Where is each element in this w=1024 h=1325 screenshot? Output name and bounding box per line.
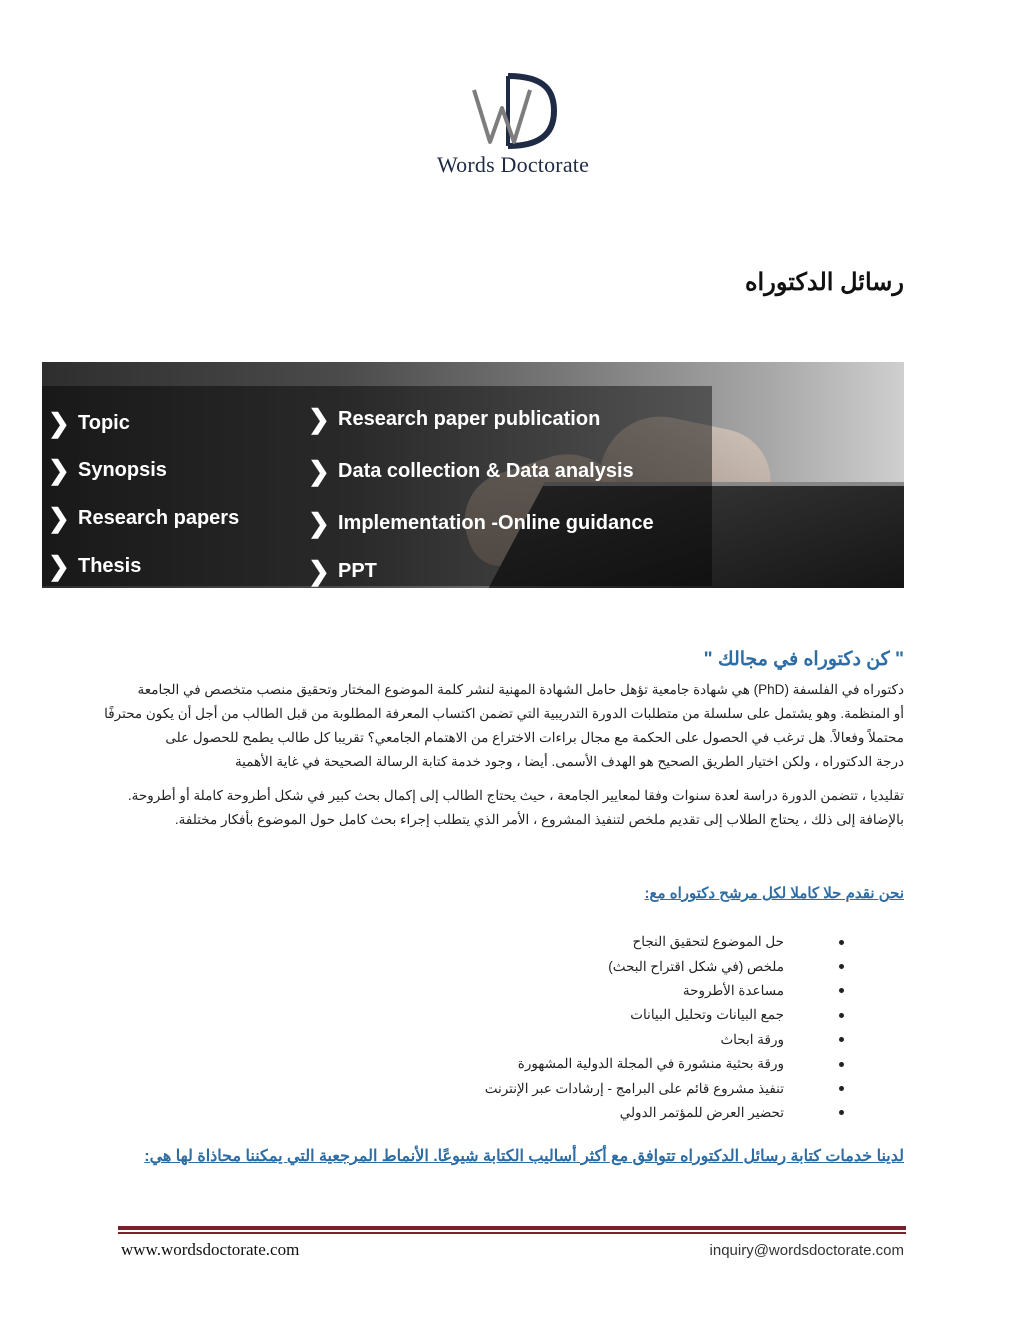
bullet-icon <box>839 940 844 945</box>
bullet-icon <box>839 1086 844 1091</box>
chevron-right-icon: ❯ <box>308 556 330 586</box>
banner-item-publication <box>308 404 600 435</box>
banner-item-topic <box>48 408 130 439</box>
banner-item-thesis <box>48 551 141 582</box>
paragraph-line: محتملاً وفعالاً. هل ترغب في الحصول على الحكمة مع مجال براءات الاختراع من الاهتمام الجامعي؟ تقريبا كل طالب يطمح للحصول على <box>165 730 904 745</box>
footer-divider <box>118 1232 906 1234</box>
bullet-icon <box>839 964 844 969</box>
section-heading: نحن نقدم حلا كاملا لكل مرشح دكتوراه مع: <box>644 885 904 902</box>
paragraph-line: درجة الدكتوراه ، ولكن اختيار الطريق الصحيح هو الهدف الأسمى. أيضا ، وجود خدمة كتابة الرسالة الصحيحة في غاية الأهمية <box>234 754 904 769</box>
list-item-label: تحضير العرض للمؤتمر الدولي <box>619 1104 784 1120</box>
intro-paragraph <box>104 678 904 774</box>
banner-item-data-analysis <box>308 456 634 487</box>
banner-item-ppt <box>308 556 377 587</box>
chevron-right-icon: ❯ <box>48 551 70 581</box>
list-item-label: حل الموضوع لتحقيق النجاح <box>632 934 784 950</box>
list-item <box>485 954 844 978</box>
footer-email-link[interactable]: inquiry@wordsdoctorate.com <box>709 1242 904 1259</box>
brand-logo <box>432 72 594 180</box>
list-item-label: ملخص (في شكل اقتراح البحث) <box>608 958 784 974</box>
course-paragraph <box>124 784 904 832</box>
list-item <box>485 930 844 954</box>
banner-item-label: Implementation -Online guidance <box>338 512 654 534</box>
list-item <box>485 1076 844 1100</box>
chevron-right-icon: ❯ <box>48 455 70 485</box>
list-item <box>485 1101 844 1125</box>
list-item <box>485 1052 844 1076</box>
paragraph-line: دكتوراه في الفلسفة (PhD) هي شهادة جامعية تؤهل حامل الشهادة المهنية لنشر كلمة الموضوع المختار وتحقيق منصب متخصص في الجامعة <box>137 682 904 697</box>
list-item-label: تنفيذ مشروع قائم على البرامج - إرشادات عبر الإنترنت <box>484 1080 784 1096</box>
reference-styles-heading: لدينا خدمات كتابة رسائل الدكتوراه تتوافق مع أكثر أساليب الكتابة شيوعًا. الأنماط المرجعية التي يمكننا محاذاة لها هي: <box>144 1148 904 1165</box>
paragraph-line: أو المنظمة. وهو يشتمل على سلسلة من متطلبات الدورة التدريبية التي تضمن اكتساب المعرفة المطلوبة من قبل الطالب من أجل أن يكون محترفًا <box>104 706 904 721</box>
services-list <box>485 930 844 1125</box>
services-banner <box>42 362 904 588</box>
list-item-label: ورقة ابحاث <box>720 1031 784 1047</box>
list-item-label: جمع البيانات وتحليل البيانات <box>630 1007 784 1023</box>
banner-item-label: Research paper publication <box>338 408 601 430</box>
list-item <box>485 1003 844 1027</box>
paragraph-line: تقليديا ، تتضمن الدورة دراسة لعدة سنوات وفقا لمعايير الجامعة ، حيث يحتاج الطالب إلى إكمال بحث كبير في شكل أطروحة كاملة أو أطروحة. <box>127 788 904 803</box>
page-title: رسائل الدكتوراه <box>744 269 904 296</box>
paragraph-line: بالإضافة إلى ذلك ، يحتاج الطلاب إلى تقديم ملخص لتنفيذ المشروع ، الأمر الذي يتطلب إجراء بحث كامل حول الموضوع بأفكار مختلفة. <box>174 812 904 827</box>
chevron-right-icon: ❯ <box>48 503 70 533</box>
banner-item-label: Topic <box>78 412 130 434</box>
footer-website-link[interactable]: www.wordsdoctorate.com <box>121 1240 300 1259</box>
banner-item-label: PPT <box>338 560 377 582</box>
banner-item-label: Data collection & Data analysis <box>338 460 634 482</box>
bullet-icon <box>839 1062 844 1067</box>
chevron-right-icon: ❯ <box>308 456 330 486</box>
bullet-icon <box>839 988 844 993</box>
banner-item-research-papers <box>48 503 239 534</box>
chevron-right-icon: ❯ <box>48 408 70 438</box>
footer-divider <box>118 1226 906 1230</box>
chevron-right-icon: ❯ <box>308 404 330 434</box>
bullet-icon <box>839 1037 844 1042</box>
logo-text: Words Doctorate <box>436 152 590 177</box>
wd-monogram-icon <box>468 72 558 150</box>
banner-item-synopsis <box>48 455 167 486</box>
bullet-icon <box>839 1110 844 1115</box>
banner-item-label: Thesis <box>78 555 142 577</box>
bullet-icon <box>839 1013 844 1018</box>
list-item <box>485 979 844 1003</box>
list-item-label: ورقة بحثية منشورة في المجلة الدولية المشهورة <box>517 1056 784 1072</box>
banner-item-implementation <box>308 508 654 539</box>
banner-item-label: Synopsis <box>78 459 167 481</box>
list-item-label: مساعدة الأطروحة <box>682 982 784 998</box>
headline: " كن دكتوراه في مجالك " <box>703 649 904 670</box>
chevron-right-icon: ❯ <box>308 508 330 538</box>
banner-item-label: Research papers <box>78 507 240 529</box>
list-item <box>485 1028 844 1052</box>
